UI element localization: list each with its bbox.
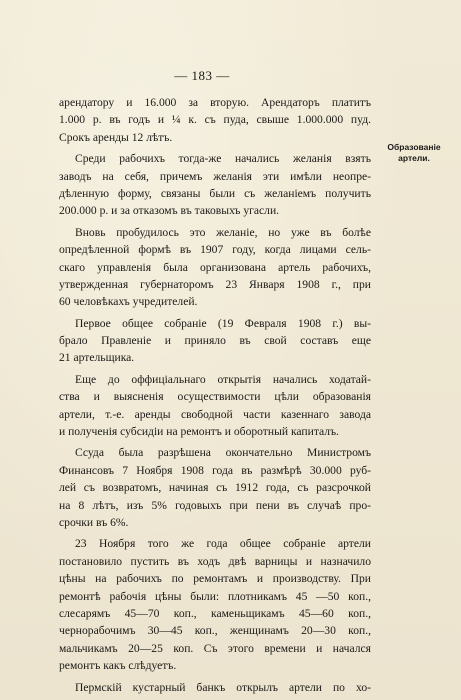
- text-line: чернорабочимъ 30—45 коп., женщинамъ 20—30 коп.,: [59, 624, 371, 638]
- paragraph: [59, 535, 371, 674]
- text-line: 200.000 р. и за отказомъ въ таковыхъ угасли.: [59, 204, 280, 218]
- text-line: артели, т.-е. аренды свободной части казеннаго завода: [59, 407, 371, 421]
- text-line: Вновь пробудилось это желаніе, но уже въ болѣе: [75, 225, 371, 239]
- text-line: 60 человѣкахъ учредителей.: [59, 295, 198, 309]
- text-line: постановило пустить въ ходъ двѣ варницы и назначило: [59, 554, 371, 568]
- paragraph: [59, 224, 371, 311]
- text-line: опредѣленной формѣ въ 1907 году, когда лицами сель-: [59, 243, 371, 257]
- body-text: [59, 94, 371, 696]
- text-line: срочки въ 6%.: [59, 515, 129, 529]
- page-number: — 183 —: [174, 68, 230, 83]
- margin-note-line: артели.: [398, 153, 430, 163]
- text-line: арендатору и 16.000 за вторую. Арендаторъ платитъ: [59, 96, 371, 109]
- text-line: 21 артельщика.: [59, 351, 135, 365]
- text-line: слесарямъ 45—70 коп., каменьщикамъ 45—60 коп.,: [59, 606, 371, 620]
- text-line: мальчикамъ 20—25 коп. Съ этого времени и начался: [59, 641, 371, 655]
- paragraph: [59, 679, 371, 696]
- text-line: ремонтѣ рабочія цѣны были: плотникамъ 45 —50 коп.,: [59, 589, 371, 603]
- text-line: Среди рабочихъ тогда-же начались желанія взять: [75, 152, 371, 166]
- text-line: ремонтъ какъ слѣдуетъ.: [59, 659, 177, 673]
- text-line: скаго управленія была организована артель рабочихъ,: [59, 260, 371, 274]
- text-line: Срокъ аренды 12 лѣтъ.: [59, 130, 173, 144]
- text-line: Финансовъ 7 Ноября 1908 года въ размѣрѣ 30.000 руб-: [59, 463, 371, 477]
- text-line: лей съ возвратомъ, начиная съ 1912 года, съ разсрочкой: [59, 481, 371, 495]
- text-line: Пермскій кустарный банкъ открылъ артели по хо-: [75, 680, 371, 694]
- text-line: на 8 лѣтъ, изъ 5% годовыхъ при пени въ случаѣ про-: [59, 498, 371, 512]
- text-line: Первое общее собраніе (19 Февраля 1908 г.) вы-: [75, 316, 371, 330]
- paragraph: [59, 444, 371, 531]
- text-line: заводъ на себя, причемъ желанія эти имѣли неопре-: [59, 169, 371, 183]
- text-line: утвержденная губернаторомъ 23 Января 1908 г., при: [59, 277, 371, 291]
- text-line: брало Правленіе и приняло въ свой составъ еще: [59, 334, 371, 348]
- text-line: 1.000 р. въ годъ и ¼ к. съ пуда, свыше 1.000.000 пуд.: [59, 113, 371, 127]
- margin-note: [382, 142, 446, 164]
- text-line: дѣленную форму, связаны были съ желаніемъ получить: [59, 186, 371, 200]
- text-line: цѣны на рабочихъ по ремонтамъ и производству. При: [59, 572, 371, 586]
- text-line: 23 Ноября того же года общее собраніе артели: [75, 537, 371, 551]
- text-line: и полученія субсидіи на ремонтъ и оборотный капиталъ.: [59, 425, 339, 439]
- paragraph: [59, 94, 371, 146]
- paragraph: [59, 371, 371, 441]
- margin-note-line: Образованіе: [387, 142, 441, 152]
- text-line: ства и выясненія осуществимости цѣли образованія: [59, 390, 371, 404]
- paragraph: [59, 150, 371, 220]
- paragraph: [59, 315, 371, 367]
- text-line: Еще до оффиціальнаго открытія начались ходатай-: [75, 372, 371, 386]
- text-line: Ссуда была разрѣшена окончательно Министромъ: [75, 446, 371, 460]
